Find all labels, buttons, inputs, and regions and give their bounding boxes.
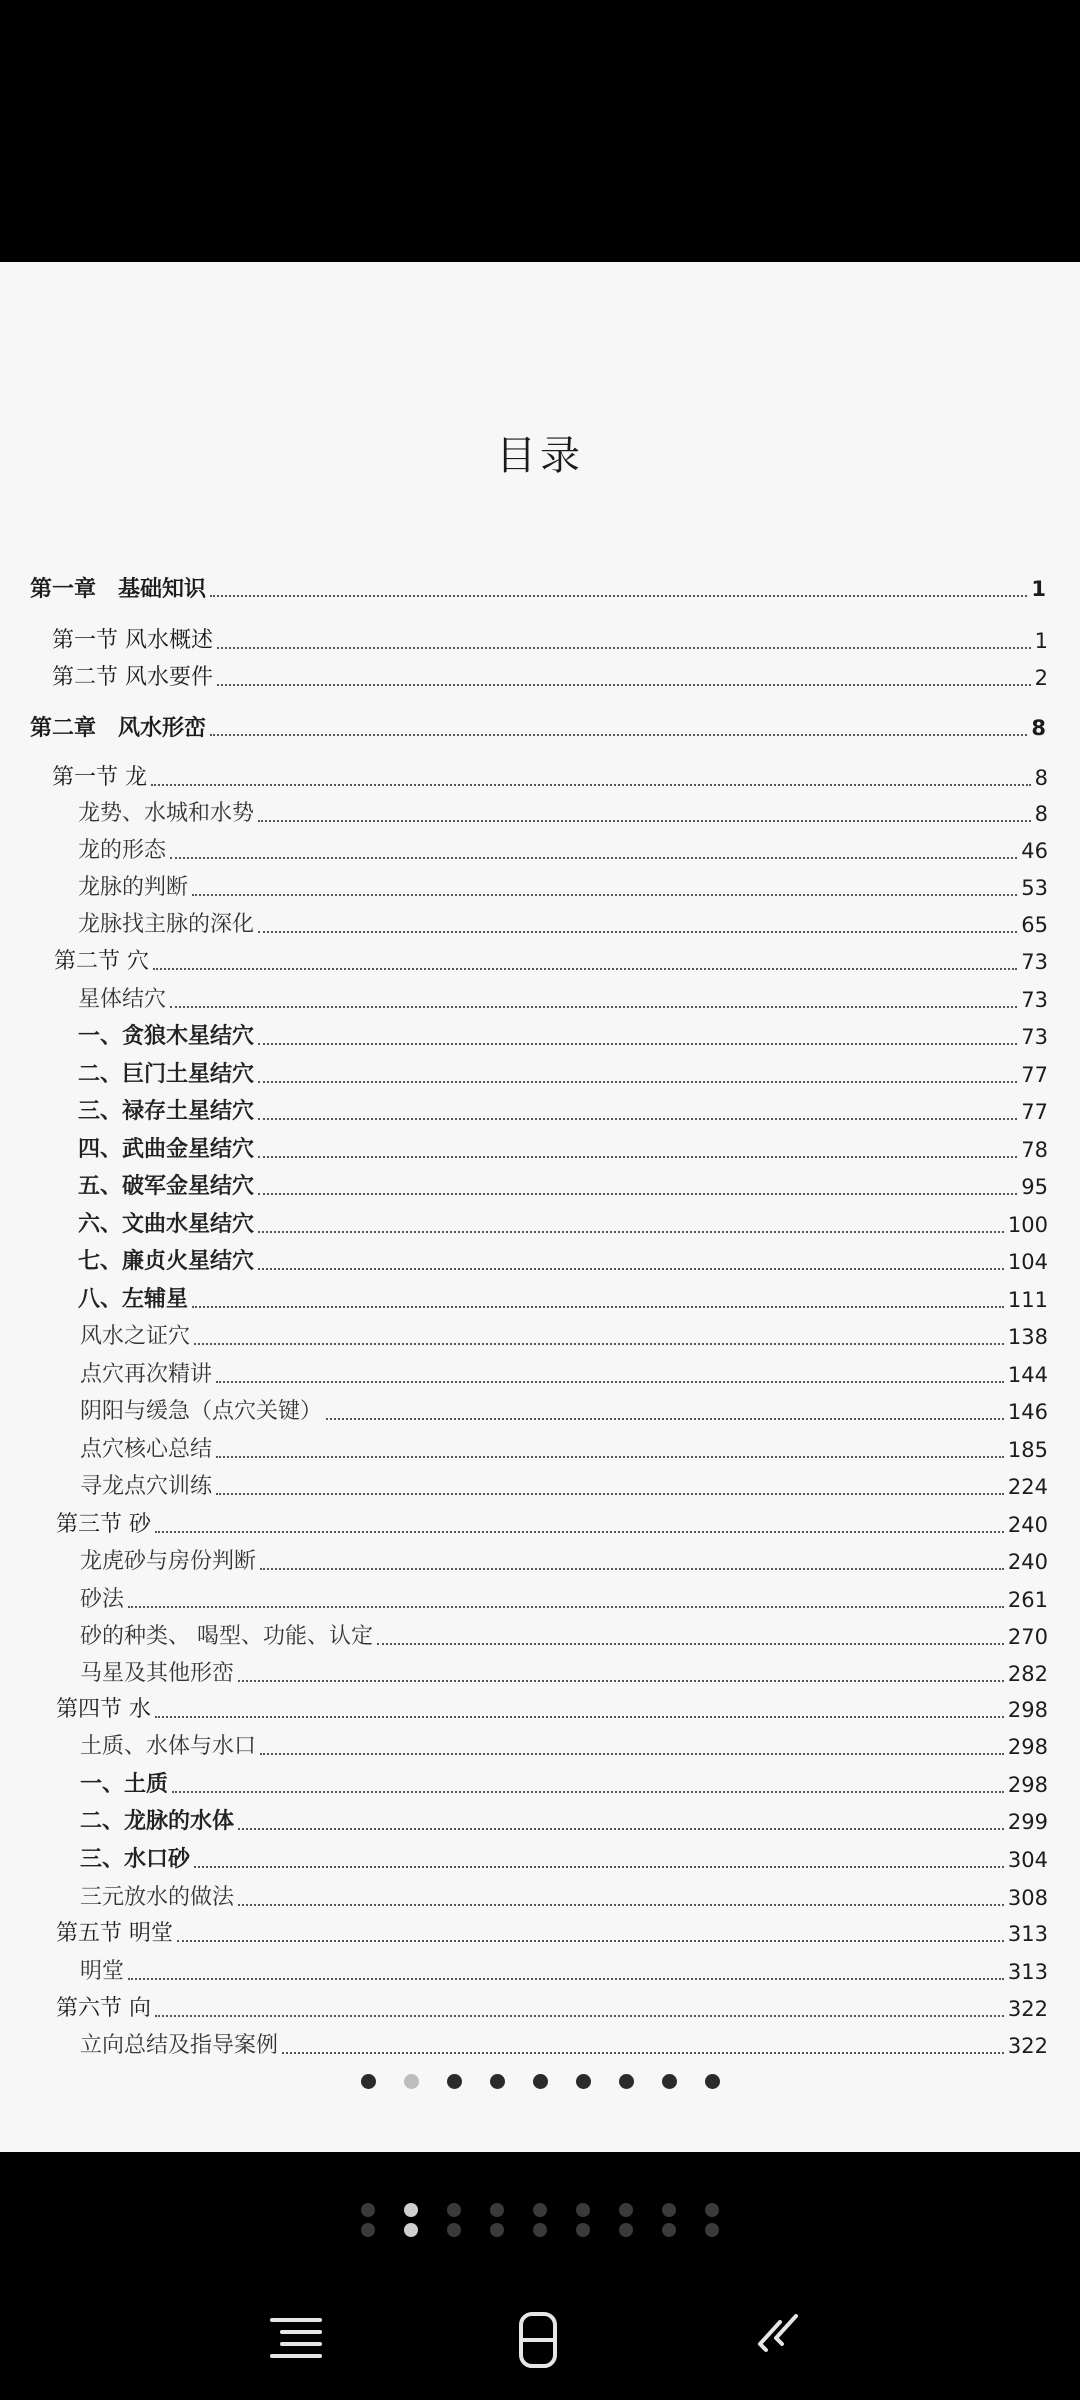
toc-entry xyxy=(0,1986,1080,2024)
toc-entry-label: 四、武曲金星结穴 xyxy=(78,1137,255,1162)
pager-dot[interactable] xyxy=(361,2223,375,2237)
toc-leader-dots xyxy=(258,1118,1017,1120)
pager-dot[interactable] xyxy=(576,2203,590,2217)
toc-leader-dots xyxy=(153,968,1017,970)
toc-leader-dots xyxy=(192,1306,1004,1308)
toc-entry-label: 三、禄存土星结穴 xyxy=(78,1099,255,1124)
toc-leader-dots xyxy=(377,1643,1004,1645)
toc-entry xyxy=(0,566,1080,604)
toc-entry xyxy=(0,1314,1080,1352)
toc-entry-page: 146 xyxy=(1007,1400,1048,1424)
toc-entry xyxy=(0,705,1080,743)
toc-entry-page: 46 xyxy=(1021,839,1048,863)
toc-entry-page: 77 xyxy=(1021,1063,1048,1087)
toc-entry xyxy=(0,1502,1080,1540)
toc-entry-page: 8 xyxy=(1034,802,1048,826)
toc-entry-page: 308 xyxy=(1007,1886,1048,1910)
toc-entry xyxy=(0,902,1080,940)
toc-leader-dots xyxy=(258,820,1031,822)
toc-entry-page: 322 xyxy=(1007,2034,1048,2058)
toc-entry-page: 313 xyxy=(1007,1960,1048,1984)
toc-leader-dots xyxy=(258,1193,1017,1195)
toc-leader-dots xyxy=(282,2052,1004,2054)
toc-entry xyxy=(0,1687,1080,1725)
toc-entry-label: 砂法 xyxy=(80,1587,125,1612)
toc-entry-label: 第二节 穴 xyxy=(54,949,149,974)
toc-leader-dots xyxy=(170,857,1017,859)
toc-entry-page: 298 xyxy=(1007,1698,1048,1722)
toc-entry-label: 点穴再次精讲 xyxy=(80,1362,213,1387)
toc-leader-dots xyxy=(238,1904,1004,1906)
page-dot xyxy=(662,2074,677,2089)
pager-dot[interactable] xyxy=(576,2223,590,2237)
toc-entry xyxy=(0,1762,1080,1800)
toc-leader-dots xyxy=(258,1156,1017,1158)
toc-leader-dots xyxy=(170,1006,1017,1008)
toc-entry-label: 土质、水体与水口 xyxy=(80,1734,257,1759)
toc-entry xyxy=(0,1277,1080,1315)
toc-leader-dots xyxy=(155,1531,1004,1533)
toc-entry xyxy=(0,828,1080,866)
pager-dot[interactable] xyxy=(361,2203,375,2217)
toc-entry-page: 65 xyxy=(1021,913,1048,937)
toc-entry xyxy=(0,1352,1080,1390)
toc-leader-dots xyxy=(216,1381,1004,1383)
toc-entry-page: 73 xyxy=(1021,988,1048,1012)
toc-entry-label: 一、贪狼木星结穴 xyxy=(78,1024,255,1049)
toc-entry-page: 1 xyxy=(1034,629,1048,653)
toc-entry xyxy=(0,865,1080,903)
pager-dot[interactable] xyxy=(404,2203,418,2217)
pager-dot[interactable] xyxy=(705,2203,719,2217)
page-dot xyxy=(490,2074,505,2089)
toc-entry-label: 三元放水的做法 xyxy=(80,1885,235,1910)
gallery-pager[interactable] xyxy=(0,2203,1080,2238)
toc-leader-dots xyxy=(210,734,1027,736)
pager-dot[interactable] xyxy=(447,2203,461,2217)
toc-entry-label: 第五节 明堂 xyxy=(56,1921,173,1946)
home-square-icon xyxy=(513,2310,563,2370)
toc-entry-label: 点穴核心总结 xyxy=(80,1437,213,1462)
toc-entry-page: 240 xyxy=(1007,1513,1048,1537)
toc-leader-dots xyxy=(155,1716,1004,1718)
toc-entry-page: 224 xyxy=(1007,1475,1048,1499)
toc-entry xyxy=(0,1127,1080,1165)
toc-entry xyxy=(0,1949,1080,1987)
pager-dot[interactable] xyxy=(404,2223,418,2237)
toc-leader-dots xyxy=(151,784,1031,786)
toc-entry xyxy=(0,1427,1080,1465)
toc-entry-page: 2 xyxy=(1034,666,1048,690)
toc-entry-page: 73 xyxy=(1021,950,1048,974)
toc-entry-label: 七、廉贞火星结穴 xyxy=(78,1249,255,1274)
toc-leader-dots xyxy=(238,1680,1004,1682)
toc-leader-dots xyxy=(216,1493,1004,1495)
page-dot xyxy=(533,2074,548,2089)
toc-entry-label: 三、水口砂 xyxy=(80,1847,191,1872)
toc-entry xyxy=(0,1389,1080,1427)
toc-entry xyxy=(0,618,1080,656)
toc-entry-label: 龙势、水城和水势 xyxy=(78,801,255,826)
toc-entry-page: 185 xyxy=(1007,1438,1048,1462)
toc-entry-label: 第二节 风水要件 xyxy=(52,665,213,690)
toc-entry-page: 313 xyxy=(1007,1922,1048,1946)
toc-entry-page: 8 xyxy=(1034,766,1048,790)
toc-entry-page: 299 xyxy=(1007,1810,1048,1834)
toc-entry-label: 龙的形态 xyxy=(78,838,167,863)
toc-entry-page: 111 xyxy=(1007,1288,1048,1312)
toc-entry-label: 马星及其他形峦 xyxy=(80,1661,235,1686)
toc-entry-page: 270 xyxy=(1007,1625,1048,1649)
toc-entry-label: 五、破军金星结穴 xyxy=(78,1174,255,1199)
toc-entry-label: 二、巨门土星结穴 xyxy=(78,1062,255,1087)
toc-leader-dots xyxy=(192,894,1017,896)
pager-dot[interactable] xyxy=(490,2203,504,2217)
toc-entry-label: 龙虎砂与房份判断 xyxy=(80,1549,257,1574)
toc-entry xyxy=(0,1614,1080,1652)
system-navigation-bar xyxy=(0,2300,1080,2380)
toc-entry-label: 八、左辅星 xyxy=(78,1287,189,1312)
toc-entry-page: 8 xyxy=(1031,716,1046,740)
toc-entry-page: 104 xyxy=(1007,1250,1048,1274)
toc-leader-dots xyxy=(216,1456,1004,1458)
toc-entry xyxy=(0,2023,1080,2061)
page-dot xyxy=(361,2074,376,2089)
toc-entry xyxy=(0,1164,1080,1202)
toc-entry-label: 星体结穴 xyxy=(78,987,167,1012)
menu-lines-icon xyxy=(268,2310,328,2370)
toc-entry-label: 第一节 龙 xyxy=(52,765,147,790)
toc-entry-page: 298 xyxy=(1007,1773,1048,1797)
pager-dot[interactable] xyxy=(619,2203,633,2217)
toc-leader-dots xyxy=(217,684,1031,686)
toc-entry xyxy=(0,1651,1080,1689)
toc-leader-dots xyxy=(177,1940,1004,1942)
toc-entry-page: 261 xyxy=(1007,1588,1048,1612)
toc-entry xyxy=(0,1539,1080,1577)
page-dot xyxy=(447,2074,462,2089)
toc-entry-page: 240 xyxy=(1007,1550,1048,1574)
toc-entry-label: 寻龙点穴训练 xyxy=(80,1474,213,1499)
toc-leader-dots xyxy=(258,1268,1004,1270)
toc-entry-label: 砂的种类、 喝型、功能、认定 xyxy=(80,1624,373,1649)
toc-leader-dots xyxy=(258,931,1017,933)
toc-entry xyxy=(0,1202,1080,1240)
toc-entry-page: 138 xyxy=(1007,1325,1048,1349)
toc-entry xyxy=(0,655,1080,693)
toc-leader-dots xyxy=(128,1978,1004,1980)
pager-dot[interactable] xyxy=(662,2223,676,2237)
pager-dot[interactable] xyxy=(533,2203,547,2217)
toc-entry-label: 第一章 基础知识 xyxy=(30,576,207,602)
toc-leader-dots xyxy=(194,1343,1004,1345)
toc-leader-dots xyxy=(326,1418,1004,1420)
pager-dot[interactable] xyxy=(533,2223,547,2237)
back-button[interactable] xyxy=(740,2300,820,2380)
toc-entry xyxy=(0,1724,1080,1762)
home-button[interactable] xyxy=(498,2300,578,2380)
toc-leader-dots xyxy=(217,647,1031,649)
toc-entry-label: 风水之证穴 xyxy=(80,1324,191,1349)
toc-entry-page: 304 xyxy=(1007,1848,1048,1872)
toc-leader-dots xyxy=(172,1791,1004,1793)
pager-dot[interactable] xyxy=(705,2223,719,2237)
toc-leader-dots xyxy=(210,595,1027,597)
toc-entry-page: 77 xyxy=(1021,1100,1048,1124)
toc-entry xyxy=(0,1089,1080,1127)
toc-entry xyxy=(0,1464,1080,1502)
toc-entry-label: 龙脉找主脉的深化 xyxy=(78,912,255,937)
toc-leader-dots xyxy=(238,1828,1004,1830)
toc-leader-dots xyxy=(128,1606,1004,1608)
toc-entry-label: 明堂 xyxy=(80,1959,125,1984)
pager-dot[interactable] xyxy=(490,2223,504,2237)
toc-entry-label: 六、文曲水星结穴 xyxy=(78,1212,255,1237)
toc-entry-label: 第四节 水 xyxy=(56,1697,151,1722)
toc-entry-page: 322 xyxy=(1007,1997,1048,2021)
toc-entry-label: 立向总结及指导案例 xyxy=(80,2033,279,2058)
toc-leader-dots xyxy=(258,1231,1004,1233)
toc-entry xyxy=(0,939,1080,977)
toc-leader-dots xyxy=(258,1043,1017,1045)
toc-entry-page: 282 xyxy=(1007,1662,1048,1686)
toc-entry-label: 一、土质 xyxy=(80,1772,169,1797)
toc-entry-label: 第二章 风水形峦 xyxy=(30,715,207,741)
page-dot xyxy=(404,2074,419,2089)
toc-entry-label: 第一节 风水概述 xyxy=(52,628,213,653)
toc-entry xyxy=(0,1239,1080,1277)
page-dot xyxy=(705,2074,720,2089)
document-title: 目录 xyxy=(496,433,584,479)
page-indicator-dots xyxy=(0,2074,1080,2094)
toc-entry-label: 阴阳与缓急（点穴关键） xyxy=(80,1399,323,1424)
toc-entry xyxy=(0,1837,1080,1875)
toc-leader-dots xyxy=(260,1753,1004,1755)
toc-leader-dots xyxy=(155,2015,1004,2017)
toc-entry-page: 73 xyxy=(1021,1025,1048,1049)
toc-entry-label: 第三节 砂 xyxy=(56,1512,151,1537)
page-dot xyxy=(576,2074,591,2089)
back-chevron-icon xyxy=(750,2310,810,2370)
page-dot xyxy=(619,2074,634,2089)
pager-dot[interactable] xyxy=(619,2223,633,2237)
toc-entry xyxy=(0,1577,1080,1615)
toc-leader-dots xyxy=(260,1568,1004,1570)
toc-entry-page: 53 xyxy=(1021,876,1048,900)
toc-entry xyxy=(0,791,1080,829)
toc-entry xyxy=(0,977,1080,1015)
toc-entry xyxy=(0,1911,1080,1949)
toc-leader-dots xyxy=(258,1081,1017,1083)
toc-leader-dots xyxy=(194,1866,1004,1868)
toc-entry-label: 龙脉的判断 xyxy=(78,875,189,900)
pager-dot[interactable] xyxy=(662,2203,676,2217)
toc-entry xyxy=(0,1799,1080,1837)
toc-entry xyxy=(0,755,1080,793)
toc-entry-page: 95 xyxy=(1021,1175,1048,1199)
toc-entry xyxy=(0,1052,1080,1090)
toc-entry xyxy=(0,1875,1080,1913)
toc-entry-page: 100 xyxy=(1007,1213,1048,1237)
menu-button[interactable] xyxy=(258,2300,338,2380)
toc-entry xyxy=(0,1014,1080,1052)
toc-entry-label: 二、龙脉的水体 xyxy=(80,1809,235,1834)
toc-entry-page: 298 xyxy=(1007,1735,1048,1759)
document-page xyxy=(0,262,1080,2152)
toc-entry-page: 1 xyxy=(1031,577,1046,601)
toc-entry-page: 78 xyxy=(1021,1138,1048,1162)
pager-dot[interactable] xyxy=(447,2223,461,2237)
toc-entry-label: 第六节 向 xyxy=(56,1996,151,2021)
toc-entry-page: 144 xyxy=(1007,1363,1048,1387)
